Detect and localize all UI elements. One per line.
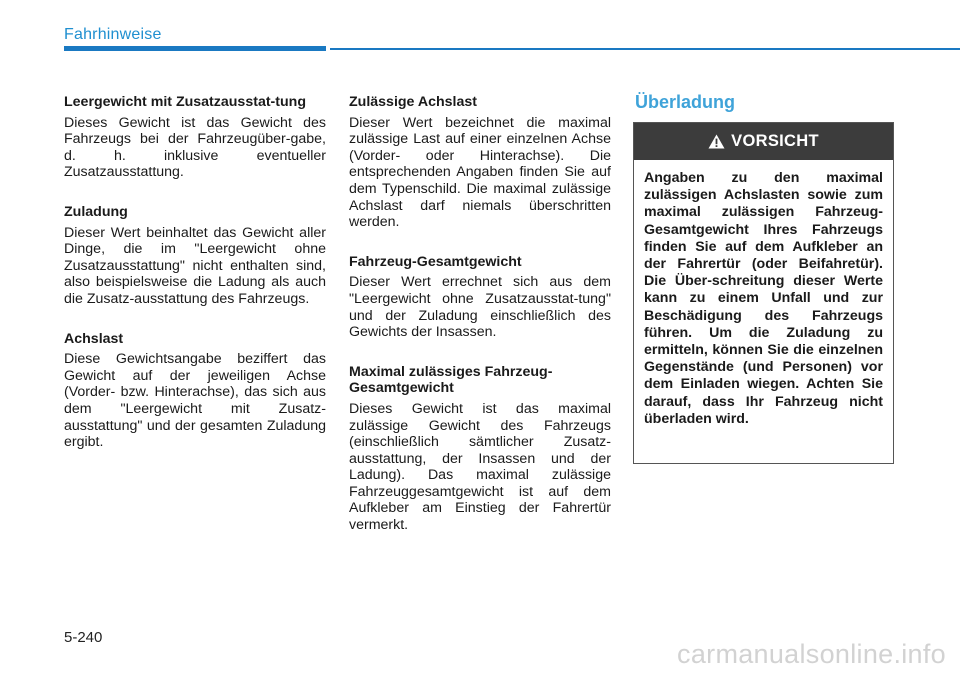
page-number: 5-240 xyxy=(64,629,103,646)
header-rule-thin xyxy=(330,48,960,50)
section-title: Fahrhinweise xyxy=(64,26,162,43)
paragraph-zulaessige-achslast: Dieser Wert bezeichnet die maximal zulässige Last auf einer einzelnen Achse (Vorder- oder Hinterachse). Die entsprechenden Angaben finden Sie auf dem Typenschild. Die maximal zulässige Achslast darf niemals überschritten werden. xyxy=(349,114,611,231)
left-column xyxy=(64,94,326,474)
heading-achslast: Achslast xyxy=(64,330,124,347)
warning-triangle-icon xyxy=(708,134,725,149)
paragraph-achslast: Diese Gewichtsangabe beziffert das Gewicht auf der jeweiligen Achse (Vorder- bzw. Hinterachse), das sich aus dem "Leergewicht mit Zusatz-ausstattung" und der gesamten Zuladung ergibt. xyxy=(64,351,326,451)
heading-gesamtgewicht: Fahrzeug-Gesamtgewicht xyxy=(349,253,522,270)
heading-ueberladung: Überladung xyxy=(635,92,736,112)
caution-box xyxy=(633,122,894,464)
heading-max-gesamtgewicht: Maximal zulässiges Fahrzeug-Gesamtgewicht xyxy=(349,363,553,397)
middle-column xyxy=(349,94,611,557)
heading-zulaessige-achslast: Zulässige Achslast xyxy=(349,94,477,110)
caution-header xyxy=(634,123,893,160)
header-rule-thick xyxy=(64,46,326,51)
paragraph-max-gesamtgewicht: Dieses Gewicht ist das maximal zulässige Gewicht des Fahrzeugs (einschließlich sämtlicher Zusatz-ausstattung, der Insassen und der Ladung). Das maximal zulässige Fahrzeuggesamtgewicht ist auf dem Aufkleber am Einstieg der Fahrertür vermerkt. xyxy=(349,400,611,534)
paragraph-gesamtgewicht: Dieser Wert errechnet sich aus dem "Leergewicht ohne Zusatzausstat-tung" und der Zuladung einschließlich des Gewichts der Insassen. xyxy=(349,274,611,341)
paragraph-zuladung: Dieser Wert beinhaltet das Gewicht aller Dinge, die im "Leergewicht ohne Zusatzausstattung" nicht enthalten sind, also beispielsweise die Ladung als auch die Zusatz-ausstattung des Fahrzeugs. xyxy=(64,224,326,307)
watermark: carmanualsonline.info xyxy=(677,639,946,669)
caution-text: Angaben zu den maximal zulässigen Achslasten sowie zum maximal zulässigen Fahrzeug- Gesamtgewicht Ihres Fahrzeugs finden Sie auf dem Aufkleber an der Fahrertür (oder Beifahretür). Die Über-schreitung dieser Werte kann zu einem Unfall und zur Beschädigung des Fahrzeugs führen. Um die Zuladung zu ermitteln, können Sie die einzelnen Gegenstände (und Personen) vor dem Einladen wiegen. Achten Sie darauf, dass Ihr Fahrzeug nicht überladen wird. xyxy=(644,170,883,427)
caution-label: VORSICHT xyxy=(731,132,819,150)
heading-leergewicht: Leergewicht mit Zusatzausstat-tung xyxy=(64,94,307,110)
paragraph-leergewicht: Dieses Gewicht ist das Gewicht des Fahrzeugs bei der Fahrzeugüber-gabe, d. h. inklusive eventueller Zusatzausstattung. xyxy=(64,114,326,181)
heading-zuladung: Zuladung xyxy=(64,203,128,220)
